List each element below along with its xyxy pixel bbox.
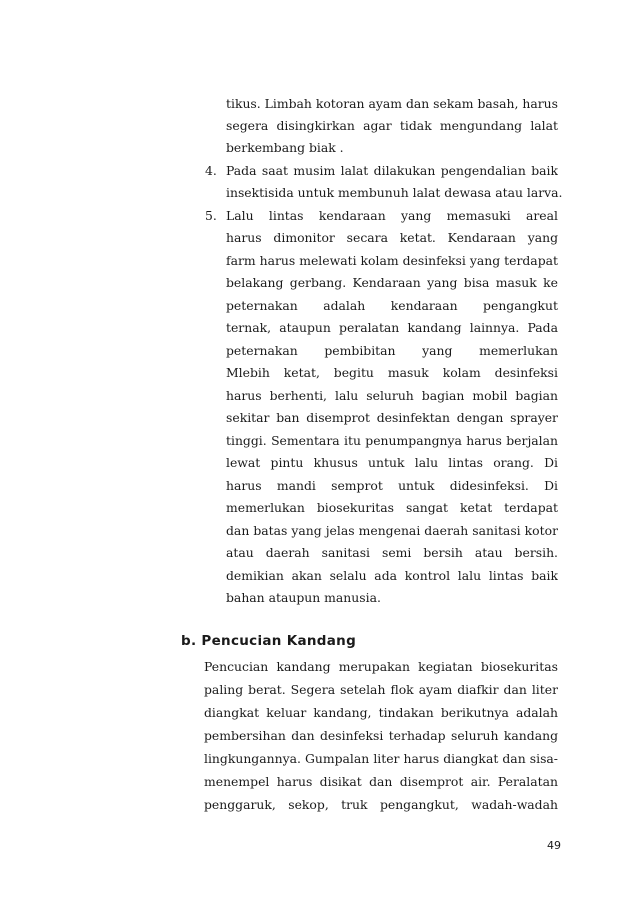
item5-line: dan batas yang jelas mengenai daerah sanitasi kotor bbox=[226, 523, 558, 538]
item5-line: Mlebih ketat, begitu masuk kolam desinfeksi bbox=[226, 365, 558, 380]
item5-line: peternakan adalah kendaraan pengangkut bbox=[226, 298, 558, 313]
section-b-line: menempel harus disikat dan disemprot air. Peralatan bbox=[204, 774, 558, 789]
list-number-4: 4. bbox=[205, 163, 217, 178]
item5-line: tinggi. Sementara itu penumpangnya harus berjalan bbox=[226, 433, 558, 448]
item5-line: sekitar ban disemprot desinfektan dengan sprayer bbox=[226, 410, 558, 425]
item5-line: harus berhenti, lalu seluruh bagian mobil bagian bbox=[226, 388, 558, 403]
item5-line: harus dimonitor secara ketat. Kendaraan yang bbox=[226, 230, 558, 245]
item5-line: farm harus melewati kolam desinfeksi yang terdapat bbox=[226, 253, 558, 268]
section-b-line: Pencucian kandang merupakan kegiatan biosekuritas bbox=[204, 659, 558, 674]
item5-line: ternak, ataupun peralatan kandang lainnya. Pada bbox=[226, 320, 558, 335]
item4-line: insektisida untuk membunuh lalat dewasa atau larva. bbox=[226, 185, 563, 200]
item4-line: Pada saat musim lalat dilakukan pengendalian baik bbox=[226, 163, 558, 178]
continuation-line: berkembang biak . bbox=[226, 140, 344, 155]
item5-line: peternakan pembibitan yang memerlukan bbox=[226, 343, 558, 358]
item5-line: bahan ataupun manusia. bbox=[226, 590, 381, 605]
page-number: 49 bbox=[547, 839, 561, 852]
item5-line: atau daerah sanitasi semi bersih atau bersih. bbox=[226, 545, 558, 560]
section-b-line: lingkungannya. Gumpalan liter harus diangkat dan sisa- bbox=[204, 751, 558, 766]
item5-line: harus mandi semprot untuk didesinfeksi. Di bbox=[226, 478, 558, 493]
item5-line: Lalu lintas kendaraan yang memasuki areal bbox=[226, 208, 558, 223]
section-b-line: paling berat. Segera setelah flok ayam diafkir dan liter bbox=[204, 682, 558, 697]
item5-line: belakang gerbang. Kendaraan yang bisa masuk ke bbox=[226, 275, 558, 290]
section-heading: b. Pencucian Kandang bbox=[181, 633, 357, 649]
item5-line: memerlukan biosekuritas sangat ketat terdapat bbox=[226, 500, 558, 515]
item5-line: lewat pintu khusus untuk lalu lintas orang. Di bbox=[226, 455, 558, 470]
list-number-5: 5. bbox=[205, 208, 217, 223]
item5-line: demikian akan selalu ada kontrol lalu lintas baik bbox=[226, 568, 558, 583]
section-b-line: penggaruk, sekop, truk pengangkut, wadah-wadah bbox=[204, 797, 558, 812]
continuation-line: tikus. Limbah kotoran ayam dan sekam basah, harus bbox=[226, 96, 558, 111]
continuation-line: segera disingkirkan agar tidak mengundang lalat bbox=[226, 118, 558, 133]
section-b-line: pembersihan dan desinfeksi terhadap seluruh kandang bbox=[204, 728, 558, 743]
section-b-line: diangkat keluar kandang, tindakan berikutnya adalah bbox=[204, 705, 558, 720]
